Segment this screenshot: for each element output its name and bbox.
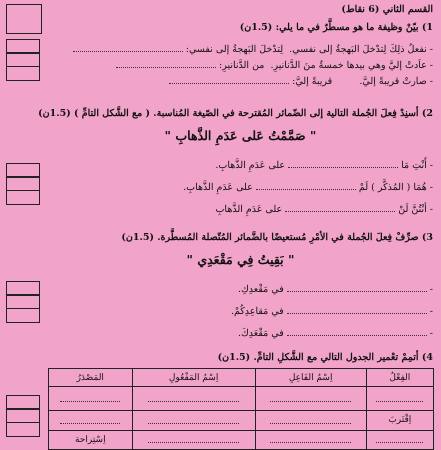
table-answer-field[interactable] — [270, 433, 352, 443]
q3-score-boxes — [6, 282, 40, 323]
q2-item-pre: - أنْتُنَّ لَنْ — [398, 204, 433, 215]
q3-item-1: - في مَقْعدِكِ. — [237, 284, 433, 295]
table-cell — [255, 430, 366, 449]
table-cell: اِقْتَربَ — [366, 411, 433, 430]
table-answer-field[interactable] — [376, 433, 423, 443]
q1-answer-field[interactable] — [116, 58, 216, 68]
table-header: الفِعْلُ — [366, 369, 433, 387]
q4-table — [48, 368, 434, 450]
q3-item-2: - في مَقاعِدِكُمْ. — [230, 306, 433, 317]
q3-answer-field[interactable] — [287, 282, 427, 292]
table-cell: اِسْتِراحة — [49, 430, 133, 449]
table-answer-field[interactable] — [270, 392, 352, 402]
table-cell — [366, 430, 433, 449]
q2-item-post: على عَدَمِ الذَّهابِ. — [215, 160, 286, 171]
q1-answer-field[interactable] — [73, 42, 183, 52]
q2-item-pre: - أَنْتِ مَا — [401, 160, 433, 171]
table-cell — [49, 411, 133, 430]
q2-score-boxes — [6, 164, 40, 205]
q2-item-post: على عَدَمِ الذَّهابِ — [215, 204, 283, 215]
q2-answer-field[interactable] — [256, 180, 356, 190]
q1-score-boxes — [6, 40, 40, 81]
score-box[interactable] — [6, 422, 40, 437]
q3-sentence: " بَقِيتُ فِي مَقْعَدِي " — [186, 252, 295, 267]
table-row — [49, 411, 434, 430]
table-cell — [49, 387, 133, 411]
q1-item-3 — [48, 74, 433, 87]
q3-item-text: في مَقْعدِكِ. — [237, 284, 284, 295]
q2-prompt: 2) أسنِدْ فِعلَ الجُملة التالية إلى الضّمائر المُقترحة في الصّيغة المُناسبة. ( مع الشَّكل التامِّ ) (1.5ن) — [38, 108, 433, 119]
q2-item-1 — [48, 158, 433, 171]
table-answer-field[interactable] — [270, 414, 352, 424]
q1-item-2 — [48, 58, 433, 71]
q2-item-3 — [48, 202, 433, 215]
table-cell — [255, 411, 366, 430]
table-cell — [132, 387, 255, 411]
table-cell — [132, 411, 255, 430]
table-header: اِسْمُ المَفْعُولِ — [132, 369, 255, 387]
table-answer-field[interactable] — [376, 392, 423, 402]
q1-item-1 — [48, 42, 433, 55]
table-header: المَصْدَرُ — [49, 369, 133, 387]
q1-prompt: 1) بيّنْ وظيفة ما هو مسطَّرٌ في ما يلي: (1.5ن) — [239, 22, 433, 33]
q3-item-text: في مَقاعِدِكُمْ. — [230, 306, 284, 317]
q3-item-text: في مَقْعَدِكَ. — [237, 328, 284, 339]
table-header-row — [49, 369, 434, 387]
q4-prompt: 4) أتمِمْ تعْمير الجدول التالي مع الشَّكلِ التامِّ. (1.5ن) — [217, 352, 433, 363]
score-box[interactable] — [6, 308, 40, 323]
table-row — [49, 430, 434, 449]
q3-answer-field[interactable] — [287, 304, 427, 314]
q2-sentence: " صَمَّمْتُ عَلى عَدَمِ الذَّهابِ " — [164, 128, 317, 143]
table-answer-field[interactable] — [60, 414, 120, 424]
table-answer-field[interactable] — [148, 392, 239, 402]
table-header: اِسْمُ الفَاعِلِ — [255, 369, 366, 387]
table-cell — [255, 387, 366, 411]
q1-item-text: - نفعلُ ذلِكَ لِتدْخلَ البَهجةُ إلى نفسي. — [289, 44, 433, 55]
q1-answer-field[interactable] — [169, 74, 289, 84]
q1-item-answer-label: لِتدْخلَ البَهجةُ إلى نفسي: — [185, 44, 284, 55]
q2-answer-field[interactable] — [288, 158, 398, 168]
total-score-box[interactable] — [6, 4, 42, 34]
table-answer-field[interactable] — [148, 414, 239, 424]
section-title: القسم الثاني (6 نقاط) — [341, 4, 433, 15]
score-box[interactable] — [6, 190, 40, 205]
table-cell — [132, 430, 255, 449]
table-answer-field[interactable] — [60, 392, 120, 402]
q3-answer-field[interactable] — [287, 326, 427, 336]
q2-item-2 — [48, 180, 433, 193]
table-answer-field[interactable] — [148, 433, 239, 443]
q2-answer-field[interactable] — [285, 202, 395, 212]
table-row — [49, 387, 434, 411]
q1-item-text: - عاَدتْ إليَّ وهي بيدها خمسةٌ منَ الدَّنانيرِ. — [270, 60, 433, 71]
q3-item-3: - في مَقْعَدِكَ. — [237, 328, 433, 339]
table-cell — [366, 387, 433, 411]
q3-prompt: 3) صرِّفْ فِعلَ الجُملة في الأمْرِ مُستعيضًا بالضَّمائر المُتّصلة المُسطَّرة. (1.5ن) — [121, 232, 433, 243]
q4-score-boxes — [6, 396, 40, 437]
q1-item-text: - صارتْ قريبةً إليَّ. — [359, 76, 433, 87]
q2-item-pre: - هُمَا ( المُذكَّر ) لَمْ — [358, 182, 433, 193]
q1-item-answer-label: من الدَّنانيرِ: — [219, 60, 265, 71]
q2-item-post: على عَدَمِ الذَّهابِ. — [183, 182, 253, 193]
score-box[interactable] — [6, 66, 40, 81]
q1-item-answer-label: قريبةً إليَّ: — [292, 76, 333, 87]
